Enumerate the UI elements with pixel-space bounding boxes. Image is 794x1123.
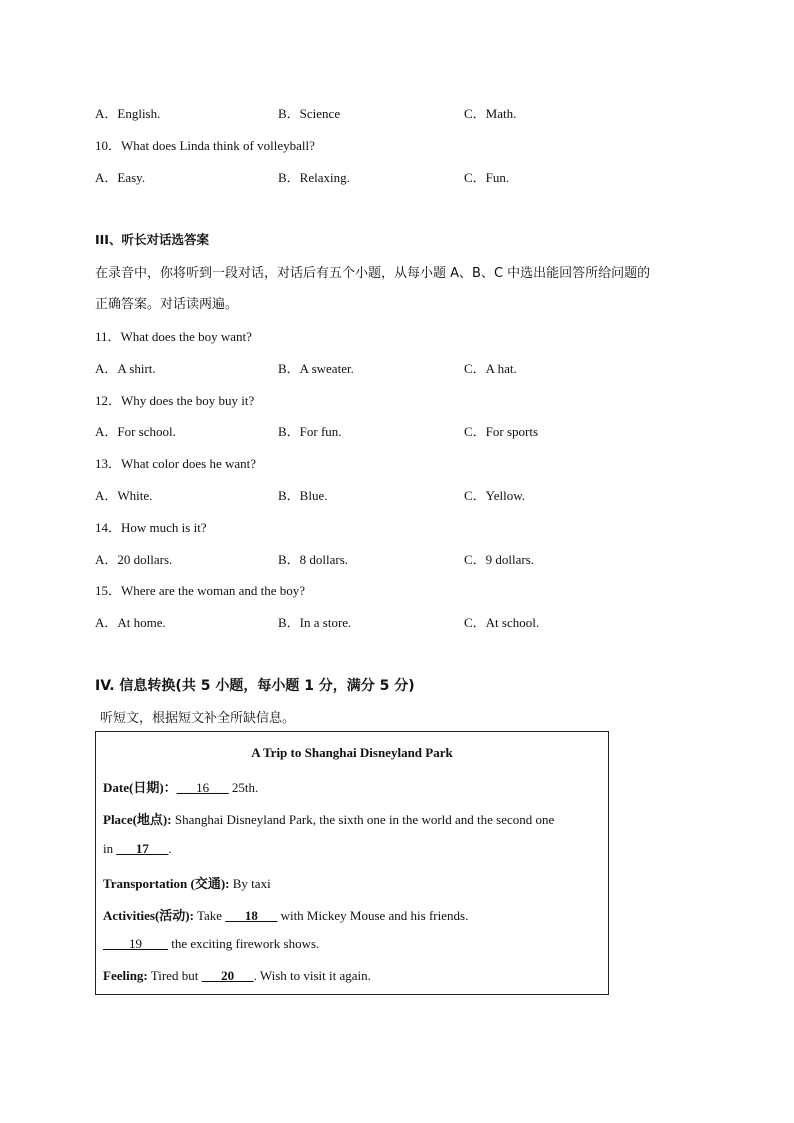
q10-option-c: C．Fun. (464, 170, 510, 185)
q11-option-a: A．A shirt. (95, 361, 156, 376)
section3-instruction-line2: 正确答案。对话读两遍。 (95, 297, 239, 312)
q10-option-a: A．Easy. (95, 170, 146, 185)
q9-option-b: B．Science (278, 106, 341, 121)
blank-17[interactable]: ___17___ (116, 841, 169, 856)
activities-row (103, 905, 468, 924)
place-line2-post: . (168, 841, 172, 856)
q10-stem: 10．What does Linda think of volleyball? (95, 138, 315, 153)
place-line2-pre: in (103, 841, 117, 856)
q15-option-c: C．At school. (464, 615, 540, 630)
q13-option-a: A．White. (95, 488, 153, 503)
place-row (103, 809, 554, 828)
q14-option-a: A．20 dollars. (95, 552, 173, 567)
transport-label: Transportation (交通): (103, 876, 230, 891)
q12-option-c: C．For sports (464, 424, 539, 439)
q11-stem: 11．What does the boy want? (95, 329, 252, 344)
feeling-post: . Wish to visit it again. (253, 968, 371, 983)
q11-option-c: C．A hat. (464, 361, 517, 376)
place-text: Shanghai Disneyland Park, the sixth one in the world and the second one (171, 812, 555, 827)
feeling-label: Feeling: (103, 968, 148, 983)
q9-option-c: C．Math. (464, 106, 517, 121)
q11-option-b: B．A sweater. (278, 361, 354, 376)
q10-option-b: B．Relaxing. (278, 170, 350, 185)
line19-row (103, 936, 319, 952)
activities-label: Activities(活动): (103, 908, 194, 923)
q12-option-a: A．For school. (95, 424, 176, 439)
feeling-row (103, 968, 371, 984)
section3-heading: III、听长对话选答案 (95, 232, 209, 247)
blank-20[interactable]: ___20___ (201, 968, 254, 983)
section4-instruction: 听短文，根据短文补全所缺信息。 (100, 711, 296, 726)
q15-option-b: B．In a store. (278, 615, 352, 630)
q13-option-b: B．Blue. (278, 488, 328, 503)
q14-option-b: B．8 dollars. (278, 552, 349, 567)
activities-post: with Mickey Mouse and his friends. (277, 908, 469, 923)
q13-stem: 13．What color does he want? (95, 456, 257, 471)
section4-heading: IV. 信息转换(共 5 小题，每小题 1 分，满分 5 分) (95, 678, 415, 694)
q15-stem: 15．Where are the woman and the boy? (95, 583, 306, 598)
q12-option-b: B．For fun. (278, 424, 342, 439)
line19-text: the exciting firework shows. (168, 936, 320, 951)
date-after: 25th. (228, 780, 259, 795)
q9-option-a: A．English. (95, 106, 161, 121)
q14-option-c: C．9 dollars. (464, 552, 535, 567)
feeling-pre: Tired but (147, 968, 202, 983)
info-table (95, 731, 609, 995)
transport-text: By taxi (229, 876, 271, 891)
place-label: Place(地点): (103, 812, 172, 827)
blank-19[interactable]: ____19____ (103, 936, 168, 951)
place-row-2 (103, 841, 172, 857)
table-title: A Trip to Shanghai Disneyland Park (251, 745, 453, 760)
transport-row (103, 873, 271, 892)
q14-stem: 14．How much is it? (95, 520, 207, 535)
date-label: Date(日期)： (103, 780, 177, 795)
date-row (103, 777, 258, 796)
activities-pre: Take (193, 908, 226, 923)
q15-option-a: A．At home. (95, 615, 166, 630)
blank-16[interactable]: ___16___ (176, 780, 229, 795)
q12-stem: 12．Why does the boy buy it? (95, 393, 255, 408)
blank-18[interactable]: ___18___ (225, 908, 278, 923)
q13-option-c: C．Yellow. (464, 488, 526, 503)
section3-instruction-line1: 在录音中，你将听到一段对话，对话后有五个小题，从每小题 A、B、C 中选出能回答所给问题的 (95, 266, 651, 281)
